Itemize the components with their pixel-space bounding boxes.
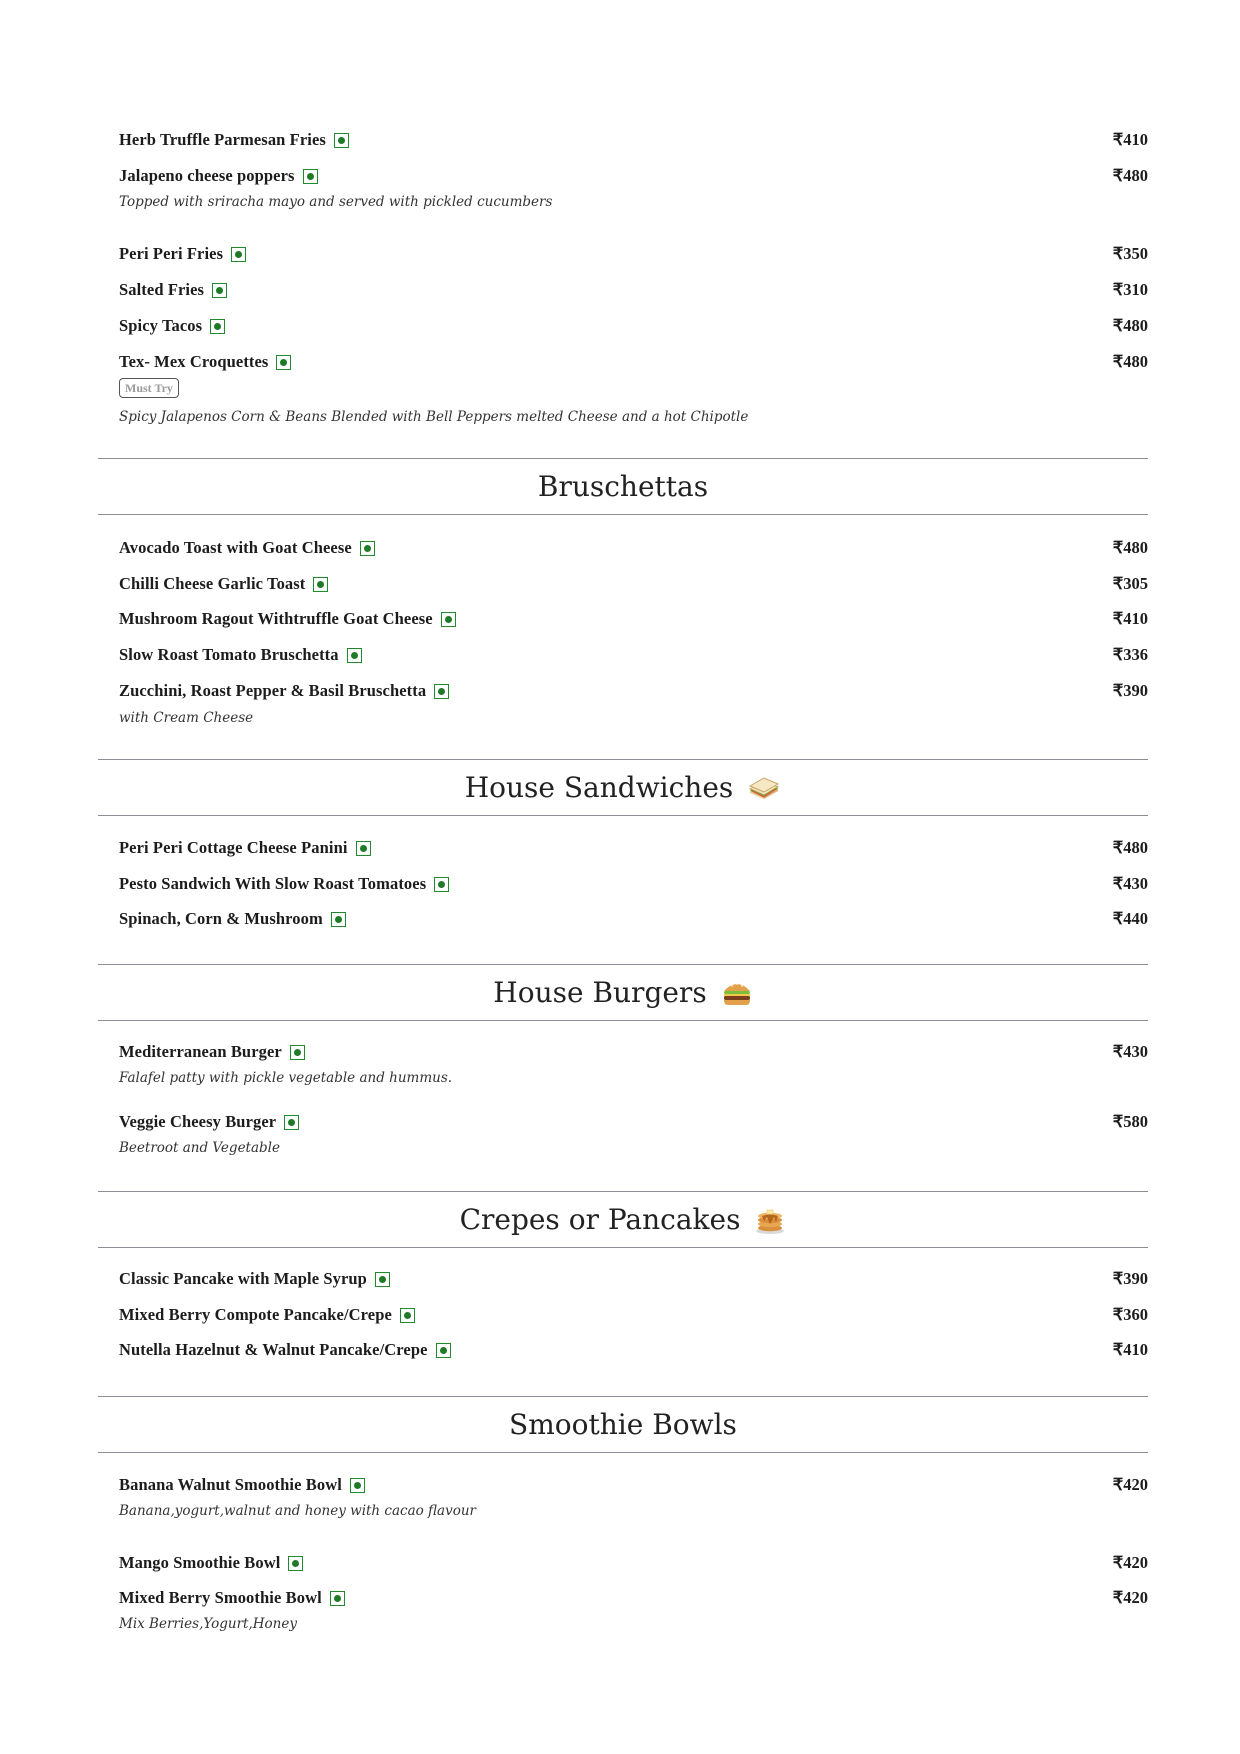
- item-price: ₹440: [1112, 909, 1148, 928]
- section-header-house-burgers: [98, 964, 1148, 1021]
- item-price: ₹430: [1112, 1042, 1148, 1061]
- section-header-house-sandwiches: [98, 759, 1148, 816]
- item-description: Topped with sriracha mayo and served with pickled cucumbers: [119, 194, 553, 210]
- menu-item: [98, 574, 1148, 594]
- item-name: Jalapeno cheese poppers: [119, 166, 295, 185]
- veg-icon: [288, 1556, 303, 1571]
- item-price: ₹420: [1112, 1588, 1148, 1607]
- item-price: ₹305: [1112, 574, 1148, 593]
- item-description: Mix Berries,Yogurt,Honey: [119, 1616, 297, 1632]
- item-price: ₹430: [1112, 874, 1148, 893]
- item-name: Mushroom Ragout Withtruffle Goat Cheese: [119, 609, 433, 628]
- item-name: Peri Peri Cottage Cheese Panini: [119, 838, 348, 857]
- veg-icon: [231, 247, 246, 262]
- must-try-badge: Must Try: [119, 378, 179, 398]
- section-title: House Burgers: [493, 976, 707, 1009]
- menu-item: [98, 909, 1148, 929]
- veg-icon: [350, 1478, 365, 1493]
- menu-item: [98, 645, 1148, 665]
- item-price: ₹350: [1112, 244, 1148, 263]
- item-price: ₹480: [1112, 838, 1148, 857]
- item-name: Tex- Mex Croquettes: [119, 352, 269, 371]
- menu-item: [98, 538, 1148, 558]
- section-header-smoothie-bowls: [98, 1396, 1148, 1453]
- item-name: Mixed Berry Smoothie Bowl: [119, 1588, 322, 1607]
- item-price: ₹310: [1112, 280, 1148, 299]
- item-name: Avocado Toast with Goat Cheese: [119, 538, 352, 557]
- menu-item: [98, 609, 1148, 629]
- menu-item: [98, 874, 1148, 894]
- menu-item: [98, 1475, 1148, 1495]
- item-price: ₹480: [1112, 166, 1148, 185]
- veg-icon: [441, 612, 456, 627]
- item-name: Zucchini, Roast Pepper & Basil Bruschetta: [119, 681, 427, 700]
- item-price: ₹410: [1112, 609, 1148, 628]
- menu-item: [98, 1553, 1148, 1573]
- menu-item: [98, 244, 1148, 264]
- menu-item: [98, 838, 1148, 858]
- item-name: Salted Fries: [119, 280, 205, 299]
- menu-item: [98, 316, 1148, 336]
- item-name: Spinach, Corn & Mushroom: [119, 909, 323, 928]
- menu-item: [98, 1269, 1148, 1289]
- section-title: Bruschettas: [537, 470, 709, 503]
- item-price: ₹410: [1112, 130, 1148, 149]
- item-name: Herb Truffle Parmesan Fries: [119, 130, 326, 149]
- veg-icon: [434, 877, 449, 892]
- item-price: ₹580: [1112, 1112, 1148, 1131]
- menu-item: [98, 1112, 1148, 1132]
- section-title: Smoothie Bowls: [509, 1408, 737, 1441]
- menu-item: [98, 280, 1148, 300]
- item-price: ₹360: [1112, 1305, 1148, 1324]
- item-name: Peri Peri Fries: [119, 244, 224, 263]
- item-name: Nutella Hazelnut & Walnut Pancake/Crepe: [119, 1340, 428, 1359]
- item-name: Mixed Berry Compote Pancake/Crepe: [119, 1305, 392, 1324]
- veg-icon: [434, 684, 449, 699]
- item-name: Banana Walnut Smoothie Bowl: [119, 1475, 342, 1494]
- section-header-crepes-or-pancakes: [98, 1191, 1148, 1248]
- veg-icon: [347, 648, 362, 663]
- sandwich-icon: [747, 773, 781, 803]
- item-name: Slow Roast Tomato Bruschetta: [119, 645, 339, 664]
- veg-icon: [331, 912, 346, 927]
- item-description: Falafel patty with pickle vegetable and hummus.: [119, 1070, 453, 1086]
- menu-item: [98, 681, 1148, 701]
- menu-item: [98, 130, 1148, 150]
- menu-item: [98, 166, 1148, 186]
- item-price: ₹420: [1112, 1475, 1148, 1494]
- item-description: with Cream Cheese: [119, 710, 254, 726]
- item-price: ₹480: [1112, 316, 1148, 335]
- veg-icon: [375, 1272, 390, 1287]
- veg-icon: [360, 541, 375, 556]
- burger-icon: [721, 978, 753, 1008]
- menu-item: [98, 1340, 1148, 1360]
- menu-item: [98, 1588, 1148, 1608]
- veg-icon: [356, 841, 371, 856]
- item-description: Spicy Jalapenos Corn & Beans Blended with Bell Peppers melted Cheese and a hot Chipotle: [119, 409, 749, 425]
- section-title: Crepes or Pancakes: [459, 1203, 741, 1236]
- item-name: Spicy Tacos: [119, 316, 203, 335]
- veg-icon: [334, 133, 349, 148]
- item-price: ₹336: [1112, 645, 1148, 664]
- veg-icon: [284, 1115, 299, 1130]
- item-price: ₹480: [1112, 538, 1148, 557]
- pancakes-icon: [754, 1204, 786, 1236]
- menu-item: [98, 352, 1148, 372]
- item-description: Beetroot and Vegetable: [119, 1140, 280, 1156]
- item-price: ₹420: [1112, 1553, 1148, 1572]
- item-name: Chilli Cheese Garlic Toast: [119, 574, 306, 593]
- section-title: House Sandwiches: [464, 771, 734, 804]
- veg-icon: [212, 283, 227, 298]
- item-description: Banana,yogurt,walnut and honey with cacao flavour: [119, 1503, 477, 1519]
- menu-page: [98, 0, 1148, 1754]
- item-name: Classic Pancake with Maple Syrup: [119, 1269, 367, 1288]
- veg-icon: [436, 1343, 451, 1358]
- veg-icon: [400, 1308, 415, 1323]
- item-name: Pesto Sandwich With Slow Roast Tomatoes: [119, 874, 427, 893]
- item-name: Veggie Cheesy Burger: [119, 1112, 277, 1131]
- veg-icon: [210, 319, 225, 334]
- item-name: Mediterranean Burger: [119, 1042, 282, 1061]
- menu-item: [98, 1305, 1148, 1325]
- veg-icon: [276, 355, 291, 370]
- veg-icon: [313, 577, 328, 592]
- veg-icon: [290, 1045, 305, 1060]
- menu-item: [98, 1042, 1148, 1062]
- item-name: Mango Smoothie Bowl: [119, 1553, 281, 1572]
- section-header-bruschettas: [98, 458, 1148, 515]
- veg-icon: [303, 169, 318, 184]
- item-price: ₹390: [1112, 681, 1148, 700]
- veg-icon: [330, 1591, 345, 1606]
- item-price: ₹390: [1112, 1269, 1148, 1288]
- item-price: ₹410: [1112, 1340, 1148, 1359]
- item-price: ₹480: [1112, 352, 1148, 371]
